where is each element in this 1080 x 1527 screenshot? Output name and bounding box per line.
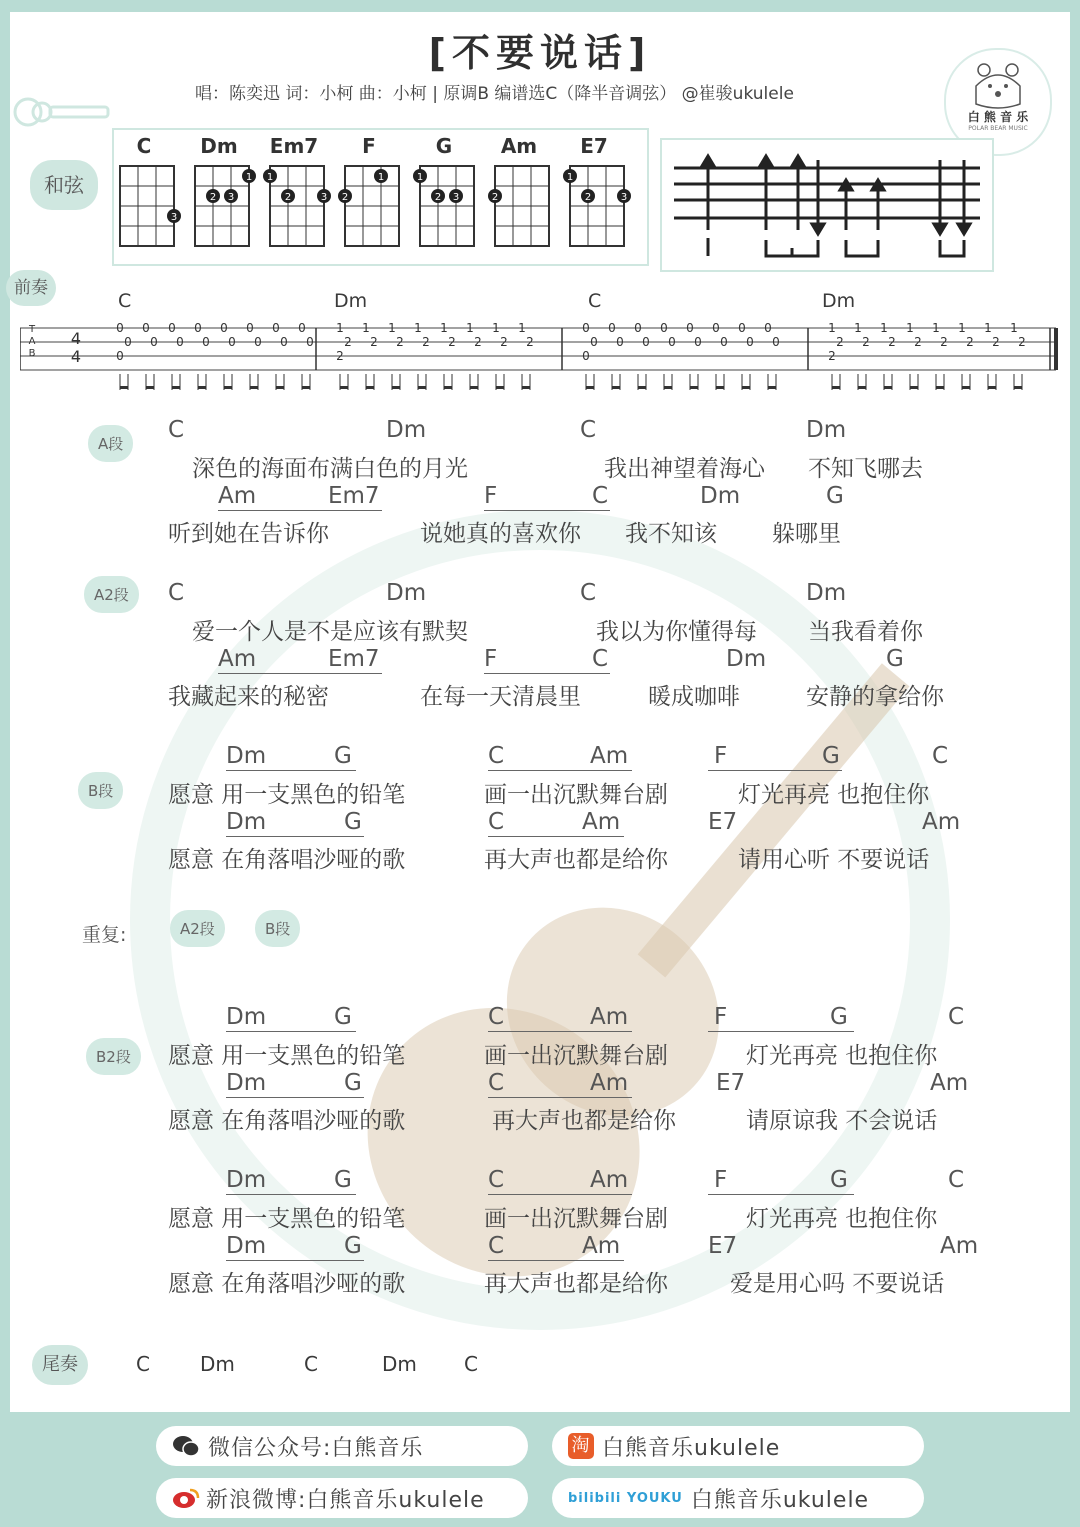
chord-grid	[120, 166, 181, 246]
chord: C	[488, 743, 505, 769]
chord: G	[344, 1233, 362, 1259]
tab-number: 2	[966, 335, 974, 349]
bilibili-youku-icon: bilibili YOUKU	[568, 1490, 683, 1506]
intro-chord: Dm	[822, 290, 856, 312]
tab-number: 0	[142, 321, 150, 335]
tab-number: 0	[280, 335, 288, 349]
chord: C	[948, 1004, 965, 1030]
chord: C	[592, 646, 609, 672]
lyric: 在每一天清晨里	[420, 684, 581, 710]
lyric: 爱一个人是不是应该有默契	[192, 619, 468, 645]
logo-text: 白 熊 音 乐	[967, 110, 1029, 124]
chord-name-dm: Dm	[200, 134, 238, 158]
chord: G	[822, 743, 840, 769]
chord: Dm	[226, 1167, 267, 1193]
chord: G	[344, 1070, 362, 1096]
outro-chord: C	[304, 1352, 318, 1376]
strum-pattern-panel	[660, 138, 994, 272]
finger-number: 1	[266, 172, 274, 183]
lyric: 愿意 用一支黑色的铅笔	[168, 1043, 406, 1069]
intro-tablature	[20, 312, 1060, 396]
outro-chord: Dm	[200, 1352, 235, 1376]
lyric: 再大声也都是给你	[484, 1271, 668, 1297]
chord: C	[488, 1004, 505, 1030]
outro-label: 尾奏	[32, 1345, 88, 1385]
tab-number: 2	[940, 335, 948, 349]
chord-grid	[563, 166, 631, 246]
tab-number: 2	[396, 335, 404, 349]
tab-number: 0	[124, 335, 132, 349]
weibo-icon	[172, 1486, 200, 1510]
tab-number: 1	[388, 321, 396, 335]
tab-number: 1	[932, 321, 940, 335]
tab-number: 0	[772, 335, 780, 349]
tab-number: 0	[582, 349, 590, 363]
tab-number: 2	[828, 349, 836, 363]
section-label-b: B段	[78, 772, 123, 809]
tab-number: 1	[854, 321, 862, 335]
section-label-a2: A2段	[84, 576, 139, 613]
tab-number: 2	[836, 335, 844, 349]
lyric: 听到她在告诉你	[168, 521, 329, 547]
chord: F	[714, 743, 728, 769]
tab-number: 1	[958, 321, 966, 335]
tab-number: 2	[888, 335, 896, 349]
repeat-label: 重复:	[82, 924, 127, 946]
taobao-icon: 淘	[568, 1433, 594, 1459]
finger-number: 2	[491, 192, 499, 203]
tab-number: 0	[590, 335, 598, 349]
chord: Am	[590, 1004, 629, 1030]
chord: F	[714, 1004, 728, 1030]
logo-subtext: POLAR BEAR MUSIC	[968, 125, 1028, 132]
chord: Dm	[226, 743, 267, 769]
finger-number: 3	[452, 192, 460, 203]
tab-number: 2	[862, 335, 870, 349]
outro-chord: Dm	[382, 1352, 417, 1376]
tab-number: 0	[712, 321, 720, 335]
tab-number: 2	[344, 335, 352, 349]
chord: E7	[716, 1070, 746, 1096]
tab-number: 2	[422, 335, 430, 349]
tab-number: T	[28, 324, 36, 335]
finger-number: 2	[284, 192, 292, 203]
tab-number: 0	[634, 321, 642, 335]
lyric: 愿意 在角落唱沙哑的歌	[168, 847, 406, 873]
lyric: 安静的拿给你	[806, 684, 944, 710]
weibo-text: 新浪微博:白熊音乐ukulele	[206, 1487, 485, 1513]
chord: Am	[218, 483, 257, 509]
taobao-link[interactable]	[552, 1426, 924, 1466]
tab-number: 0	[746, 335, 754, 349]
wechat-text: 微信公众号:白熊音乐	[208, 1435, 424, 1461]
chord: Am	[218, 646, 257, 672]
lyric: 画一出沉默舞台剧	[484, 1206, 668, 1232]
strum-pattern-diagram	[662, 140, 992, 270]
polar-bear-icon	[946, 56, 1050, 116]
tab-number: 1	[984, 321, 992, 335]
lyric: 我出神望着海心	[604, 456, 765, 482]
song-credits: 唱：陈奕迅 词：小柯 曲：小柯 | 原调B 编谱选C（降半音调弦） @崔骏ukulele	[195, 84, 794, 104]
lyric: 再大声也都是给你	[492, 1108, 676, 1134]
wechat-icon	[172, 1435, 200, 1457]
tab-number: 2	[336, 349, 344, 363]
chord: Am	[582, 809, 621, 835]
song-title: [不要说话]	[428, 31, 652, 75]
repeat-section-b: B段	[255, 910, 300, 947]
lyric: 躲哪里	[772, 521, 841, 547]
chord-name-f: F	[362, 134, 376, 158]
tab-number: 0	[298, 321, 306, 335]
lyric: 爱是用心吗 不要说话	[730, 1271, 945, 1297]
finger-number: 1	[377, 172, 385, 183]
lyric: 请用心听 不要说话	[738, 847, 930, 873]
chord-grid	[263, 166, 331, 246]
tab-number: 0	[720, 335, 728, 349]
chord: Am	[940, 1233, 979, 1259]
chord: Am	[590, 743, 629, 769]
tab-number: 4	[70, 347, 82, 366]
chord: Am	[930, 1070, 969, 1096]
tab-number: 2	[992, 335, 1000, 349]
tab-number: 0	[616, 335, 624, 349]
lyric: 灯光再亮 也抱住你	[746, 1206, 938, 1232]
chord: C	[488, 1070, 505, 1096]
tab-number: B	[28, 348, 36, 359]
chord-name-g: G	[435, 134, 453, 158]
section-label-b2: B2段	[86, 1038, 141, 1075]
tab-number: 1	[828, 321, 836, 335]
tab-number: 0	[220, 321, 228, 335]
chord: Dm	[806, 417, 847, 443]
chord: Dm	[726, 646, 767, 672]
intro-label: 前奏	[6, 270, 56, 306]
tab-number: 0	[660, 321, 668, 335]
tab-number: 0	[738, 321, 746, 335]
finger-number: 2	[209, 192, 217, 203]
chord: G	[344, 809, 362, 835]
chord-name-e7: E7	[580, 134, 608, 158]
tab-number: 0	[668, 335, 676, 349]
chord-name-c: C	[136, 134, 152, 158]
chord: C	[168, 580, 185, 606]
lyric: 我不知该	[625, 521, 717, 547]
tab-number: 2	[500, 335, 508, 349]
chord: Dm	[226, 1233, 267, 1259]
chord-name-em7: Em7	[269, 134, 319, 158]
finger-number: 3	[320, 192, 328, 203]
outro-chord: C	[464, 1352, 478, 1376]
tab-number: 1	[336, 321, 344, 335]
outro-chord: C	[136, 1352, 150, 1376]
tab-number: 0	[194, 321, 202, 335]
chord: Em7	[328, 483, 380, 509]
lyric: 愿意 用一支黑色的铅笔	[168, 1206, 406, 1232]
chord: C	[168, 417, 185, 443]
tab-number: 1	[414, 321, 422, 335]
finger-number: 2	[434, 192, 442, 203]
tab-number: A	[28, 336, 36, 347]
tab-number: 2	[474, 335, 482, 349]
tab-number: 1	[1010, 321, 1018, 335]
wechat-link[interactable]	[156, 1426, 528, 1466]
tab-number: 1	[880, 321, 888, 335]
chord-grid	[195, 166, 256, 246]
chords-label: 和弦	[30, 160, 98, 210]
tab-number: 0	[176, 335, 184, 349]
chord: Dm	[386, 580, 427, 606]
lyric: 我以为你懂得每	[596, 619, 757, 645]
chord: E7	[708, 809, 738, 835]
finger-number: 1	[245, 172, 253, 183]
chord: Am	[922, 809, 961, 835]
tab-number: 0	[116, 321, 124, 335]
chord-name-am: Am	[500, 134, 538, 158]
tab-number: 1	[906, 321, 914, 335]
ukulele-logo-icon	[12, 96, 112, 128]
lyric: 画一出沉默舞台剧	[484, 1043, 668, 1069]
chord: F	[484, 483, 498, 509]
chord: C	[592, 483, 609, 509]
lyric: 灯光再亮 也抱住你	[746, 1043, 938, 1069]
chord: Am	[590, 1070, 629, 1096]
intro-chord: C	[588, 290, 602, 312]
tab-number: 0	[254, 335, 262, 349]
chord: C	[580, 580, 597, 606]
section-label-a: A段	[88, 425, 133, 462]
chord-diagrams-panel	[112, 128, 649, 266]
taobao-text: 白熊音乐ukulele	[602, 1435, 781, 1461]
chord-grid	[488, 166, 549, 246]
lyric: 不知飞哪去	[808, 456, 923, 482]
tab-number: 1	[466, 321, 474, 335]
chord: F	[484, 646, 498, 672]
lyric: 暖成咖啡	[648, 684, 740, 710]
background-ukulele-watermark	[130, 420, 950, 1410]
lyric: 愿意 在角落唱沙哑的歌	[168, 1108, 406, 1134]
tab-number: 0	[686, 321, 694, 335]
tab-number: 2	[1018, 335, 1026, 349]
chord: G	[830, 1167, 848, 1193]
chord: C	[580, 417, 597, 443]
lyric: 当我看着你	[808, 619, 923, 645]
lyric: 说她真的喜欢你	[420, 521, 581, 547]
tab-number: 4	[70, 329, 82, 348]
chord: Dm	[700, 483, 741, 509]
tab-number: 2	[370, 335, 378, 349]
tab-number: 2	[914, 335, 922, 349]
lyric: 愿意 在角落唱沙哑的歌	[168, 1271, 406, 1297]
tab-number: 0	[694, 335, 702, 349]
chord: G	[334, 1004, 352, 1030]
tab-number: 1	[440, 321, 448, 335]
lyric: 请原谅我 不会说话	[746, 1108, 938, 1134]
chord-grid	[338, 166, 399, 246]
tab-number: 0	[642, 335, 650, 349]
tab-number: 0	[764, 321, 772, 335]
tab-number: 0	[116, 349, 124, 363]
chord: Dm	[806, 580, 847, 606]
intro-chord: Dm	[334, 290, 368, 312]
chord: Am	[582, 1233, 621, 1259]
finger-number: 2	[584, 192, 592, 203]
chord: F	[714, 1167, 728, 1193]
intro-chord: C	[118, 290, 132, 312]
lyric: 深色的海面布满白色的月光	[192, 456, 468, 482]
finger-number: 3	[620, 192, 628, 203]
finger-number: 1	[416, 172, 424, 183]
finger-number: 1	[566, 172, 574, 183]
tab-number: 0	[168, 321, 176, 335]
chord: C	[948, 1167, 965, 1193]
chord-grid	[413, 166, 474, 246]
chord: C	[488, 1167, 505, 1193]
chord: Em7	[328, 646, 380, 672]
tab-number: 1	[518, 321, 526, 335]
tab-number: 1	[492, 321, 500, 335]
tab-number: 0	[202, 335, 210, 349]
chord: C	[488, 809, 505, 835]
lyric: 我藏起来的秘密	[168, 684, 329, 710]
tab-number: 0	[582, 321, 590, 335]
tab-number: 0	[228, 335, 236, 349]
weibo-link[interactable]	[156, 1478, 528, 1518]
finger-number: 3	[227, 192, 235, 203]
lyric: 画一出沉默舞台剧	[484, 782, 668, 808]
chord: E7	[708, 1233, 738, 1259]
tab-number: 0	[150, 335, 158, 349]
chord: C	[488, 1233, 505, 1259]
video-text: 白熊音乐ukulele	[690, 1487, 870, 1513]
lyric: 灯光再亮 也抱住你	[738, 782, 930, 808]
finger-number: 3	[170, 212, 178, 223]
chord: G	[826, 483, 844, 509]
chord: Dm	[226, 1004, 267, 1030]
tab-number: 2	[448, 335, 456, 349]
repeat-section-a2: A2段	[170, 910, 225, 947]
tab-number: 2	[526, 335, 534, 349]
tab-number: 0	[608, 321, 616, 335]
chord: Dm	[226, 809, 267, 835]
lyric: 再大声也都是给你	[484, 847, 668, 873]
chord: G	[334, 1167, 352, 1193]
chord: G	[886, 646, 904, 672]
chord: Am	[590, 1167, 629, 1193]
tab-number: 0	[272, 321, 280, 335]
chord: G	[334, 743, 352, 769]
lyric: 愿意 用一支黑色的铅笔	[168, 782, 406, 808]
finger-number: 2	[341, 192, 349, 203]
video-links[interactable]	[552, 1478, 924, 1518]
tab-number: 1	[362, 321, 370, 335]
chord: G	[830, 1004, 848, 1030]
chord: Dm	[386, 417, 427, 443]
tab-number: 0	[246, 321, 254, 335]
chord: Dm	[226, 1070, 267, 1096]
chord: C	[932, 743, 949, 769]
tab-number: 0	[306, 335, 314, 349]
